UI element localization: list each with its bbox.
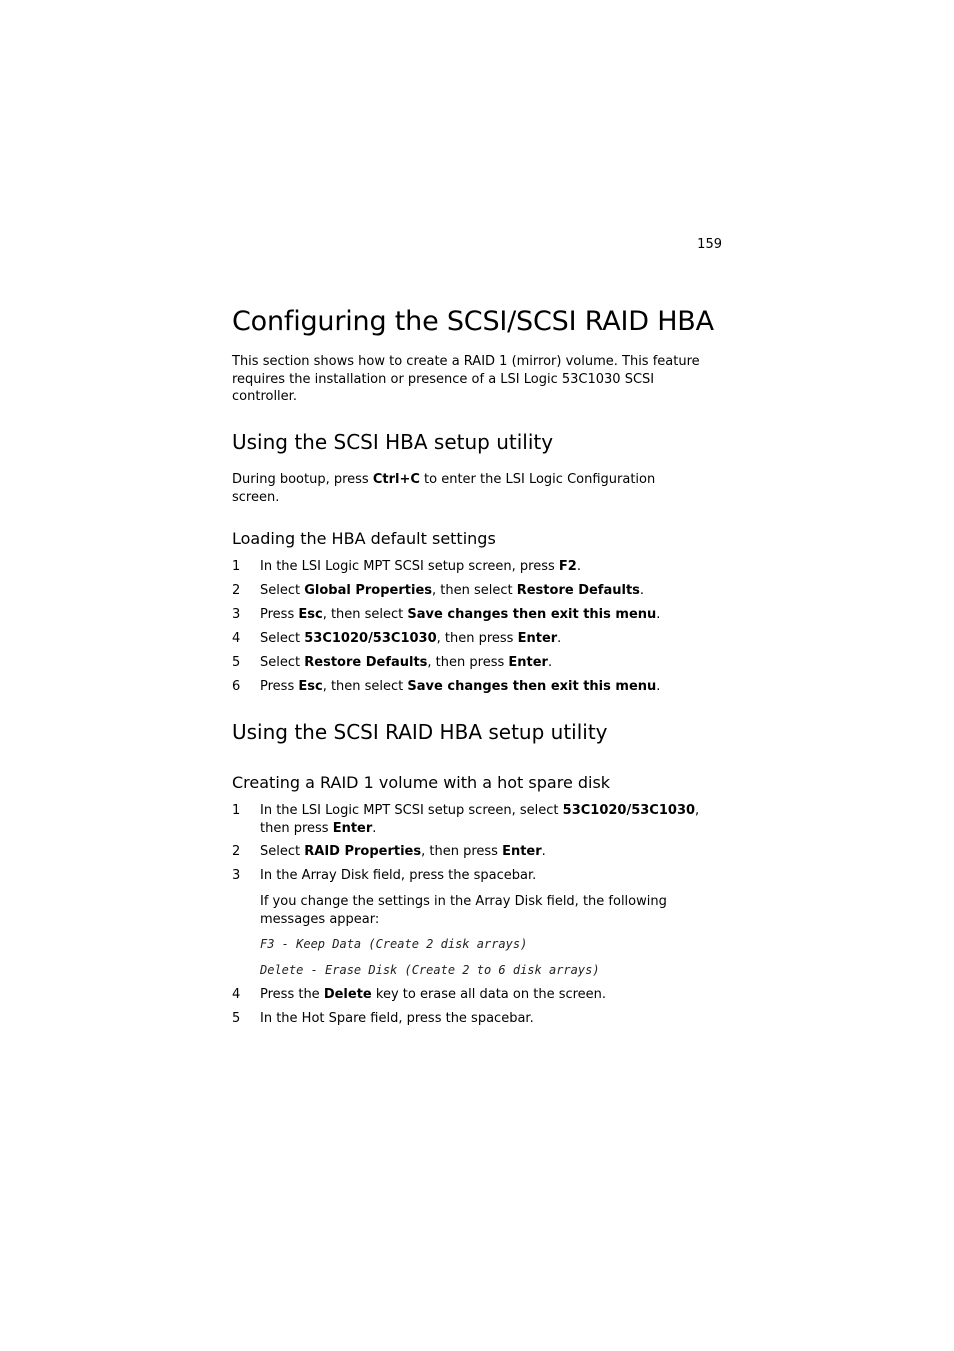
step-text: Press Esc, then select Save changes then exit this menu. (260, 607, 661, 622)
step-text: In the Hot Spare field, press the spacebar. (260, 1011, 534, 1026)
step-text: In the LSI Logic MPT SCSI setup screen, press F2. (260, 559, 581, 574)
page-title: Configuring the SCSI/SCSI RAID HBA (232, 306, 714, 337)
section-heading-scsi-hba: Using the SCSI HBA setup utility (232, 430, 554, 454)
step-number: 2 (232, 844, 241, 859)
step-text: Select Restore Defaults, then press Enter. (260, 655, 553, 670)
bootup-paragraph (232, 471, 702, 506)
step-text: Press the Delete key to erase all data on the screen. (260, 987, 607, 1002)
subheading-create-raid1: Creating a RAID 1 volume with a hot spare disk (232, 773, 611, 792)
step-number: 4 (232, 631, 241, 646)
intro-paragraph: This section shows how to create a RAID 1 (mirror) volume. This feature requires the installation or presence of a LSI Logic 53C1030 SCSI controller. (232, 354, 700, 404)
step-text: Select RAID Properties, then press Enter. (260, 844, 546, 859)
ctrl-c-key: Ctrl+C (372, 472, 420, 487)
step-text: Press Esc, then select Save changes then exit this menu. (260, 679, 661, 694)
step-number: 1 (232, 803, 241, 818)
bootup-text-after: to enter the LSI Logic Configuration screen. (232, 472, 656, 505)
subheading-load-defaults: Loading the HBA default settings (232, 529, 496, 548)
step-number: 3 (232, 607, 241, 622)
step-text: Select 53C1020/53C1030, then press Enter. (260, 631, 562, 646)
array-disk-note: If you change the settings in the Array Disk field, the following messages appear: (260, 894, 667, 927)
step-text: In the LSI Logic MPT SCSI setup screen, select 53C1020/53C1030, then press Enter. (260, 803, 700, 836)
bootup-text-before: During bootup, press (232, 472, 373, 487)
step-number: 1 (232, 559, 241, 574)
code-keep-data: F3 - Keep Data (Create 2 disk arrays) (260, 937, 528, 951)
step-text: In the Array Disk field, press the spacebar. (260, 868, 537, 883)
code-erase-disk: Delete - Erase Disk (Create 2 to 6 disk arrays) (260, 963, 600, 977)
step-number: 4 (232, 987, 241, 1002)
step-number: 3 (232, 868, 241, 883)
section-heading-scsi-raid-hba: Using the SCSI RAID HBA setup utility (232, 720, 608, 744)
step-text: Select Global Properties, then select Restore Defaults. (260, 583, 645, 598)
step-number: 2 (232, 583, 241, 598)
step-number: 6 (232, 679, 241, 694)
step-number: 5 (232, 655, 241, 670)
page-number: 159 (697, 237, 722, 252)
step-number: 5 (232, 1011, 241, 1026)
